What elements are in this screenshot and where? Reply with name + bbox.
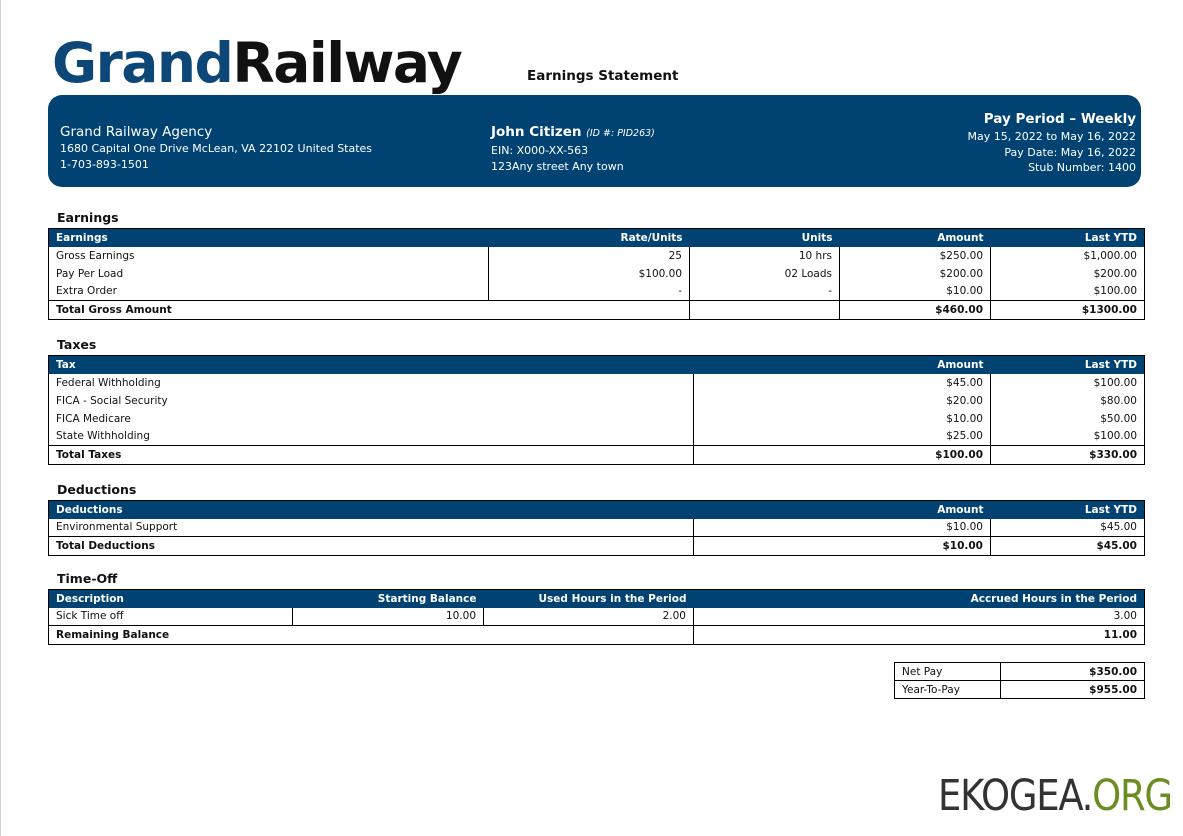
- agency-info: [60, 123, 372, 172]
- earning-ytd: $100.00: [991, 283, 1145, 301]
- earning-units: 10 hrs: [690, 247, 840, 265]
- table-row: [49, 410, 1145, 428]
- deduction-amount: $10.00: [694, 519, 991, 537]
- timeoff-header-row: [49, 590, 1145, 608]
- net-pay-label: Net Pay: [895, 663, 1001, 681]
- deductions-total-amount: $10.00: [694, 537, 991, 556]
- deductions-header-row: [49, 501, 1145, 519]
- tax-amount: $25.00: [694, 428, 991, 446]
- taxes-header-row: [49, 356, 1145, 374]
- table-row: [49, 265, 1145, 283]
- employee-id: (ID #: PID263): [586, 128, 655, 139]
- table-row: [49, 374, 1145, 392]
- timeoff-section-title: Time-Off: [57, 571, 118, 586]
- watermark-org: ORG: [1092, 771, 1172, 821]
- timeoff-total-label: Remaining Balance: [49, 626, 694, 645]
- deductions-col-name: Deductions: [49, 501, 694, 519]
- timeoff-col-accrued: Accrued Hours in the Period: [694, 590, 1145, 608]
- tax-name: State Withholding: [56, 430, 150, 443]
- tax-name: Federal Withholding: [56, 376, 161, 389]
- timeoff-total-row: [49, 626, 1145, 645]
- pay-summary-table: [894, 662, 1145, 699]
- earnings-col-earnings: Earnings: [49, 229, 489, 247]
- earning-name: Gross Earnings: [56, 249, 135, 262]
- deduction-name: Environmental Support: [56, 521, 178, 534]
- earnings-col-amount: Amount: [840, 229, 991, 247]
- table-row: [49, 247, 1145, 265]
- earnings-total-label: Total Gross Amount: [49, 301, 690, 320]
- deductions-total-label: Total Deductions: [49, 537, 694, 556]
- earnings-total-blank: [690, 301, 840, 320]
- timeoff-used: 2.00: [484, 608, 694, 626]
- timeoff-col-starting: Starting Balance: [293, 590, 484, 608]
- taxes-col-tax: Tax: [49, 356, 694, 374]
- year-to-pay-label: Year-To-Pay: [895, 681, 1001, 699]
- employee-address: 123Any street Any town: [491, 159, 624, 173]
- earning-units: 02 Loads: [690, 265, 840, 283]
- logo-grand: Grand: [52, 31, 233, 95]
- earnings-col-ytd: Last YTD: [991, 229, 1145, 247]
- tax-name: FICA - Social Security: [56, 394, 168, 407]
- deductions-col-amount: Amount: [694, 501, 991, 519]
- taxes-total-ytd: $330.00: [991, 446, 1145, 465]
- earnings-total-row: [49, 301, 1145, 320]
- timeoff-col-used: Used Hours in the Period: [484, 590, 694, 608]
- taxes-col-ytd: Last YTD: [991, 356, 1145, 374]
- year-to-pay-row: [895, 681, 1145, 699]
- earnings-section-title: Earnings: [57, 210, 119, 225]
- deductions-total-ytd: $45.00: [991, 537, 1145, 556]
- earning-name: Extra Order: [56, 285, 117, 298]
- earning-amount: $10.00: [840, 283, 991, 301]
- timeoff-col-description: Description: [49, 590, 293, 608]
- tax-amount: $10.00: [694, 410, 991, 428]
- employee-name: John Citizen: [491, 124, 582, 140]
- logo-railway: Railway: [232, 31, 462, 95]
- earning-name: Pay Per Load: [56, 267, 124, 280]
- earnings-col-rate: Rate/Units: [489, 229, 690, 247]
- agency-phone: 1-703-893-1501: [60, 157, 149, 171]
- header-banner: [48, 95, 1141, 187]
- pay-period-range: May 15, 2022 to May 16, 2022: [967, 130, 1136, 143]
- earning-ytd: $1,000.00: [991, 247, 1145, 265]
- taxes-col-amount: Amount: [694, 356, 991, 374]
- tax-name: FICA Medicare: [56, 412, 131, 425]
- deduction-ytd: $45.00: [991, 519, 1145, 537]
- taxes-section-title: Taxes: [57, 337, 97, 352]
- net-pay-value: $350.00: [1001, 663, 1145, 681]
- earnings-header-row: [49, 229, 1145, 247]
- table-row: [49, 392, 1145, 410]
- table-row: [49, 519, 1145, 537]
- document-title: Earnings Statement: [527, 68, 679, 84]
- timeoff-table: [48, 589, 1145, 645]
- taxes-total-row: [49, 446, 1145, 465]
- table-row: [49, 428, 1145, 446]
- tax-amount: $45.00: [694, 374, 991, 392]
- earning-amount: $200.00: [840, 265, 991, 283]
- net-pay-row: [895, 663, 1145, 681]
- deductions-total-row: [49, 537, 1145, 556]
- timeoff-starting: 10.00: [293, 608, 484, 626]
- watermark-logo: [938, 768, 1172, 824]
- employee-ein: EIN: X000-XX-563: [491, 144, 589, 157]
- employee-info: [491, 123, 655, 174]
- earning-rate: 25: [489, 247, 690, 265]
- earning-ytd: $200.00: [991, 265, 1145, 283]
- taxes-table: [48, 355, 1145, 465]
- timeoff-total-value: 11.00: [694, 626, 1145, 645]
- tax-ytd: $80.00: [991, 392, 1145, 410]
- tax-ytd: $100.00: [991, 428, 1145, 446]
- taxes-total-label: Total Taxes: [49, 446, 694, 465]
- table-row: [49, 608, 1145, 626]
- pay-period-info: [968, 109, 1136, 176]
- taxes-total-amount: $100.00: [694, 446, 991, 465]
- pay-period-title: Pay Period – Weekly: [983, 111, 1136, 127]
- table-row: [49, 283, 1145, 301]
- deductions-col-ytd: Last YTD: [991, 501, 1145, 519]
- tax-ytd: $100.00: [991, 374, 1145, 392]
- deductions-table: [48, 500, 1145, 556]
- agency-address: 1680 Capital One Drive McLean, VA 22102 United States: [60, 142, 373, 155]
- pay-date: Pay Date: May 16, 2022: [1004, 145, 1136, 159]
- earnings-total-ytd: $1300.00: [991, 301, 1145, 320]
- timeoff-description: Sick Time off: [56, 610, 124, 623]
- earnings-total-amount: $460.00: [840, 301, 991, 320]
- earnings-table: [48, 228, 1145, 320]
- company-logo: [52, 30, 461, 96]
- employee-name-line: [491, 123, 655, 143]
- agency-name: Grand Railway Agency: [60, 124, 213, 140]
- year-to-pay-value: $955.00: [1001, 681, 1145, 699]
- page-edge: [0, 0, 1, 836]
- deductions-section-title: Deductions: [57, 482, 137, 497]
- earning-units: -: [690, 283, 840, 301]
- watermark-ekogea: EKOGEA.: [938, 771, 1093, 821]
- earning-rate: -: [489, 283, 690, 301]
- stub-number: Stub Number: 1400: [1028, 161, 1136, 175]
- earning-amount: $250.00: [840, 247, 991, 265]
- earning-rate: $100.00: [489, 265, 690, 283]
- tax-ytd: $50.00: [991, 410, 1145, 428]
- earnings-col-units: Units: [690, 229, 840, 247]
- timeoff-accrued: 3.00: [694, 608, 1145, 626]
- tax-amount: $20.00: [694, 392, 991, 410]
